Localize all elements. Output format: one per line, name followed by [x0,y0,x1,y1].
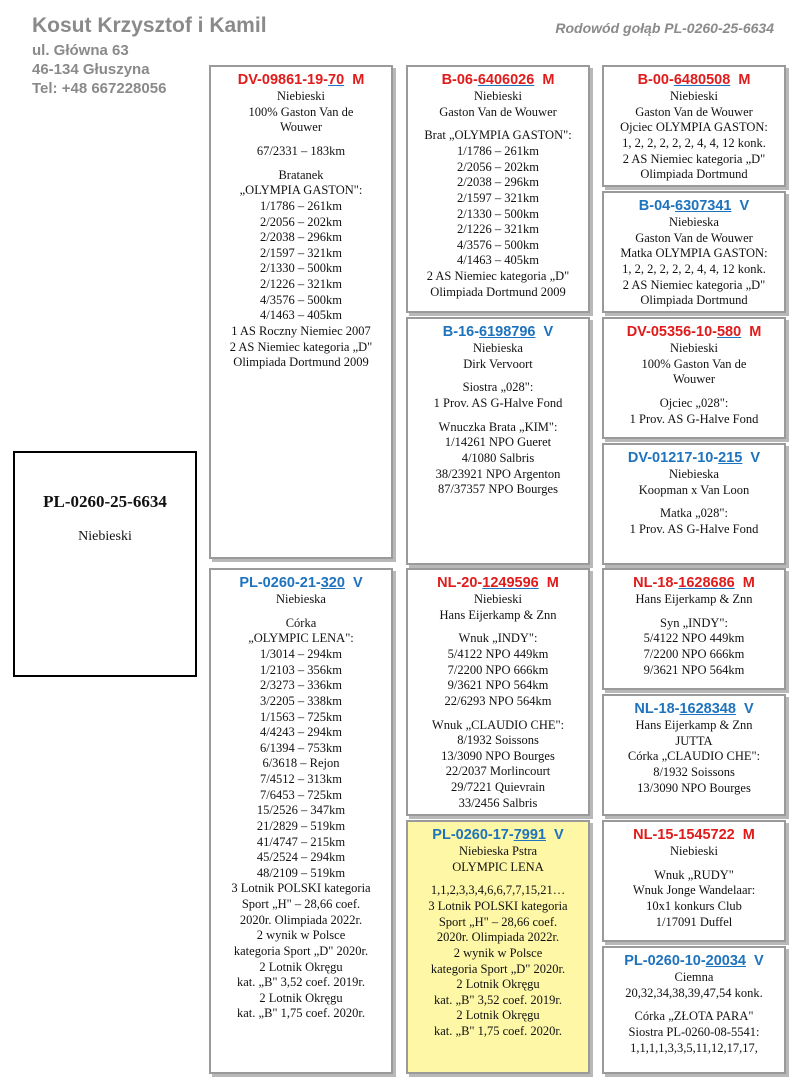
line-gap [604,498,784,506]
pedigree-line: 15/2526 – 347km [256,803,346,818]
ring-serial: 1628348 [679,701,736,717]
pedigree-line: 2/1330 – 500km [457,206,539,221]
ring-number [408,71,588,89]
pedigree-line: Hans Eijerkamp & Znn [635,718,753,733]
ring-number [211,574,391,592]
ring-serial: 6406026 [477,72,535,88]
pedigree-line: Wnuk Jonge Wandelaar: [632,883,756,898]
pedigree-line: „OLYMPIC LENA": [248,631,354,646]
pedigree-line: 2 AS Niemiec kategoria „D" [622,151,766,166]
pedigree-line: Gaston Van de Wouwer [635,104,753,119]
pedigree-line: 4/1080 Salbris [461,450,535,465]
pedigree-line: 13/3090 NPO Bourges [441,748,555,763]
pedigree-line: 1,1,1,1,3,3,5,11,12,17,17, [630,1040,758,1055]
pedigree-line: Niebieska [669,215,719,230]
ring-number [604,323,784,341]
line-gap [604,388,784,396]
pedigree-line: „OLYMPIA GASTON": [239,183,363,198]
pedigree-line: 2 AS Niemiec kategoria „D" [229,339,373,354]
ring-serial: 20034 [705,953,746,969]
ring-sex: M [734,575,755,591]
pedigree-line: OLYMPIC LENA [452,859,544,874]
pedigree-line: Wnuczka Brata „KIM": [438,419,558,434]
ring-serial: 7991 [513,827,546,843]
pedigree-line: 2/2038 – 296km [457,175,539,190]
pedigree-line: 2/2056 – 202km [260,214,342,229]
pedigree-line: 8/1932 Soissons [457,733,539,748]
pedigree-line: Sport „H" – 28,66 coef. [438,914,558,929]
pedigree-line: 9/3621 NPO 564km [447,678,549,693]
line-gap [604,860,784,868]
pedigree-line: Niebieski [670,341,718,356]
line-gap [604,608,784,616]
pedigree-line: 4/3576 – 500km [260,292,342,307]
ring-number [211,71,391,89]
pedigree-line: 2 wynik w Polsce [453,945,543,960]
pedigree-line: 22/2037 Morlincourt [445,764,551,779]
pedigree-line: 2 Lotnik Okręgu [259,959,343,974]
breeder-city: 46-134 Głuszyna [32,61,150,78]
pedigree-box-fmm [602,443,786,565]
ring-serial: 1249596 [482,575,539,591]
pedigree-line: Gaston Van de Wouwer [635,230,753,245]
pedigree-line: Hans Eijerkamp & Znn [635,592,753,607]
pedigree-line: 13/3090 NPO Bourges [637,780,751,795]
pedigree-line: Niebieska [669,467,719,482]
line-gap [211,608,391,616]
ring-prefix: B-16- [442,324,480,340]
line-gap [408,710,588,718]
pedigree-line: 1, 2, 2, 2, 2, 2, 4, 4, 12 konk. [622,136,766,150]
pedigree-line: 1 AS Roczny Niemiec 2007 [231,323,371,338]
pedigree-line: 1 Prov. AS G-Halve Fond [433,396,563,410]
pedigree-line: Hans Eijerkamp & Znn [439,607,557,622]
pedigree-line: 87/37357 NPO Bourges [438,482,558,497]
pedigree-line: Gaston Van de Wouwer [439,104,557,119]
ring-number [604,197,784,215]
pedigree-line: 22/6293 NPO 564km [444,693,552,708]
pedigree-line: kat. „B" 3,52 coef. 2019r. [434,992,562,1007]
ring-number [604,449,784,467]
ring-serial: 6480508 [673,72,731,88]
pedigree-line: 8/1932 Soissons [653,765,735,779]
pedigree-line: Siostra „028": [462,380,534,395]
pedigree-line: Niebieska Pstra [458,844,538,859]
pedigree-line: 2 AS Niemiec kategoria „D" [426,269,570,283]
ring-sex: V [344,575,363,591]
pedigree-line: 10x1 konkurs Club [646,899,742,913]
pedigree-line: Brat „OLYMPIA GASTON": [424,128,572,143]
pedigree-line: Niebieski [670,844,718,859]
pedigree-box-mmf [602,820,786,942]
pedigree-box-fmf [602,317,786,439]
pedigree-line: 2 Lotnik Okręgu [456,977,540,992]
pedigree-line: Olimpiada Dortmund [640,167,748,182]
subject-box [13,451,197,677]
pedigree-line: JUTTA [675,733,713,748]
pedigree-line: 1/3014 – 294km [260,647,342,661]
pedigree-line: Syn „INDY": [660,615,728,630]
pedigree-line: Matka OLYMPIA GASTON: [620,246,768,261]
ring-prefix: DV-05356-10- [626,324,717,340]
line-gap [408,120,588,128]
pedigree-line: Wnuk „CLAUDIO CHE": [431,717,565,732]
line-gap [408,875,588,883]
ring-prefix: NL-18- [634,701,680,717]
pedigree-line: 4/1463 – 405km [457,253,539,268]
pedigree-box-fff [602,65,786,187]
ring-number [604,700,784,718]
pedigree-line: 1 Prov. AS G-Halve Fond [629,411,759,426]
pedigree-line: 9/3621 NPO 564km [643,662,745,677]
pedigree-line: 1,1,2,3,3,4,6,6,7,7,15,21… [430,883,566,898]
pedigree-line: 1, 2, 2, 2, 2, 2, 4, 4, 12 konk. [622,262,766,276]
pedigree-line: 2020r. Olimpiada 2022r. [436,930,560,945]
subject-ring: PL-0260-25-6634 [43,492,167,511]
ring-prefix: PL-0260-17- [432,827,514,843]
ring-serial: 215 [718,450,743,466]
ring-number [604,826,784,844]
line-gap [604,1001,784,1009]
ring-number [408,574,588,592]
ring-number [408,826,588,844]
ring-prefix: NL-18- [633,575,679,591]
line-gap [408,372,588,380]
pedigree-line: Niebieska [276,592,326,607]
pedigree-line: 2 wynik w Polsce [256,928,346,943]
pedigree-line: Córka „ZŁOTA PARA" [634,1009,754,1024]
ring-prefix: DV-01217-10- [627,450,719,466]
ring-sex: V [731,198,750,214]
pedigree-line: kategoria Sport „D" 2020r. [430,961,566,976]
pedigree-line: 7/6453 – 725km [260,787,342,802]
ring-prefix: B-04- [638,198,676,214]
pedigree-box-ffm [602,191,786,313]
pedigree-line: 2/1597 – 321km [457,190,539,205]
pedigree-line: kategoria Sport „D" 2020r. [233,943,369,958]
pedigree-line: Wnuk „INDY": [458,631,538,646]
pedigree-line: 1/14261 NPO Gueret [444,435,552,450]
ring-serial: 6307341 [675,198,732,214]
pedigree-box-mother-father [406,568,590,816]
pedigree-line: Dirk Vervoort [463,356,533,371]
ring-serial: 1628686 [678,575,735,591]
line-gap [211,136,391,144]
pedigree-line: Niebieski [670,89,718,104]
pedigree-line: 100% Gaston Van de [641,356,747,371]
pedigree-line: 67/2331 – 183km [256,144,346,158]
breeder-name: Kosut Krzysztof i Kamil [32,14,267,37]
pedigree-line: Siostra PL-0260-08-5541: [628,1025,760,1039]
pedigree-line: 1/1563 – 725km [260,709,342,724]
pedigree-line: Ojciec „028": [659,396,729,410]
pedigree-line: 3 Lotnik POLSKI kategoria [231,881,371,896]
pedigree-box-mfm [602,694,786,816]
pedigree-line: 3 Lotnik POLSKI kategoria [428,899,568,913]
pedigree-line: 45/2524 – 294km [256,850,346,865]
pedigree-line: 2/2056 – 202km [457,159,539,174]
pedigree-line: 1/1786 – 261km [457,144,539,158]
ring-sex: V [735,701,754,717]
pedigree-line: 7/4512 – 313km [260,772,342,786]
pedigree-line: Olimpiada Dortmund 2009 [233,355,369,370]
pedigree-line: Ciemna [674,970,714,985]
ring-number [604,574,784,592]
ring-sex: M [741,324,762,340]
pedigree-line: 100% Gaston Van de [248,104,354,119]
pedigree-box-mother [209,568,393,1074]
pedigree-line: 2/1597 – 321km [260,245,342,260]
pedigree-line: 2020r. Olimpiada 2022r. [239,912,363,927]
line-gap [408,623,588,631]
pedigree-line: Wouwer [279,120,323,135]
pedigree-line: 2 Lotnik Okręgu [456,1008,540,1023]
pedigree-line: 2/1226 – 321km [457,222,539,237]
pedigree-box-mother-mother [406,820,590,1074]
ring-sex: V [746,953,764,969]
pedigree-box-father-father [406,65,590,313]
pedigree-line: 5/4122 NPO 449km [447,647,549,661]
pedigree-line: Niebieska [473,341,523,356]
pedigree-line: 1 Prov. AS G-Halve Fond [629,522,759,536]
pedigree-line: 6/1394 – 753km [260,740,342,755]
subject-color: Niebieski [78,529,132,545]
pedigree-line: 7/2200 NPO 666km [447,662,549,677]
ring-serial: 6198796 [479,324,536,340]
pedigree-line: Córka „CLAUDIO CHE": [627,749,761,764]
pedigree-line: 4/1463 – 405km [260,308,342,323]
ring-sex: M [344,72,365,88]
pedigree-line: 2/3273 – 336km [260,678,342,693]
pedigree-line: 2/1226 – 321km [260,277,342,291]
breeder-address: ul. Główna 63 [32,42,129,59]
line-gap [211,160,391,168]
pedigree-line: 3/2205 – 338km [260,693,342,708]
pedigree-line: 6/3618 – Rejon [262,756,340,771]
pedigree-line: 2 AS Niemiec kategoria „D" [622,277,766,292]
pedigree-line: 48/2109 – 519km [256,865,346,880]
line-gap [408,412,588,420]
ring-number [408,323,588,341]
pedigree-line: 38/23921 NPO Argenton [435,466,561,481]
pedigree-line: 1/2103 – 356km [260,662,342,677]
ring-sex: M [534,72,555,88]
pedigree-line: 20,32,34,38,39,47,54 konk. [625,985,763,1000]
ring-prefix: DV-09861-19- [237,72,328,88]
ring-prefix: NL-15-1545722 [633,827,735,843]
ring-prefix: NL-20- [437,575,483,591]
pedigree-line: Matka „028": [660,506,728,521]
pedigree-line: kat. „B" 1,75 coef. 2020r. [434,1024,562,1038]
pedigree-line: 2/1330 – 500km [260,261,342,276]
pedigree-box-father-mother [406,317,590,565]
breeder-phone: Tel: +48 667228056 [32,80,167,97]
ring-sex: V [535,324,554,340]
ring-number [604,71,784,89]
pedigree-line: Koopman x Van Loon [638,482,750,497]
ring-sex: M [730,72,751,88]
pedigree-line: Bratanek [278,167,324,182]
pedigree-line: 21/2829 – 519km [256,818,346,833]
ring-sex: M [734,827,755,843]
pedigree-line: Sport „H" – 28,66 coef. [241,897,361,911]
ring-prefix: PL-0260-21- [239,575,321,591]
pedigree-line: 2 Lotnik Okręgu [259,990,343,1005]
ring-sex: V [742,450,761,466]
ring-prefix: B-00- [637,72,674,88]
pedigree-line: 4/3576 – 500km [457,237,539,252]
pedigree-line: Olimpiada Dortmund 2009 [430,284,566,299]
ring-sex: V [545,827,564,843]
pedigree-box-mmm [602,946,786,1074]
pedigree-line: 4/4243 – 294km [260,725,342,740]
ring-sex: M [538,575,559,591]
pedigree-line: 5/4122 NPO 449km [643,631,745,646]
pedigree-line: Niebieski [474,592,522,607]
ring-serial: 70 [328,72,345,88]
pedigree-line: Niebieski [474,89,522,104]
pedigree-line: Ojciec OLYMPIA GASTON: [620,120,768,135]
pedigree-line: Niebieski [277,89,325,104]
pedigree-line: Wnuk „RUDY" [654,867,734,882]
pedigree-line: 2/2038 – 296km [260,230,342,245]
ring-prefix: PL-0260-10- [624,953,706,969]
pedigree-line: Wouwer [672,372,716,387]
pedigree-line: 1/1786 – 261km [260,198,342,213]
pedigree-line: Córka [285,615,317,630]
pedigree-title: Rodowód gołąb PL-0260-25-6634 [555,20,774,36]
ring-serial: 320 [320,575,345,591]
pedigree-line: kat. „B" 1,75 coef. 2020r. [237,1006,365,1021]
ring-serial: 580 [716,324,742,340]
pedigree-box-father [209,65,393,559]
pedigree-line: 7/2200 NPO 666km [643,647,745,661]
pedigree-line: 29/7221 Quievrain [450,780,546,794]
pedigree-box-mff [602,568,786,690]
ring-number [604,952,784,970]
pedigree-line: 1/17091 Duffel [655,914,733,929]
pedigree-line: 33/2456 Salbris [458,795,538,810]
pedigree-line: Olimpiada Dortmund [640,293,748,308]
pedigree-line: kat. „B" 3,52 coef. 2019r. [237,975,365,990]
pedigree-line: 41/4747 – 215km [256,834,346,849]
ring-prefix: B-06- [441,72,478,88]
